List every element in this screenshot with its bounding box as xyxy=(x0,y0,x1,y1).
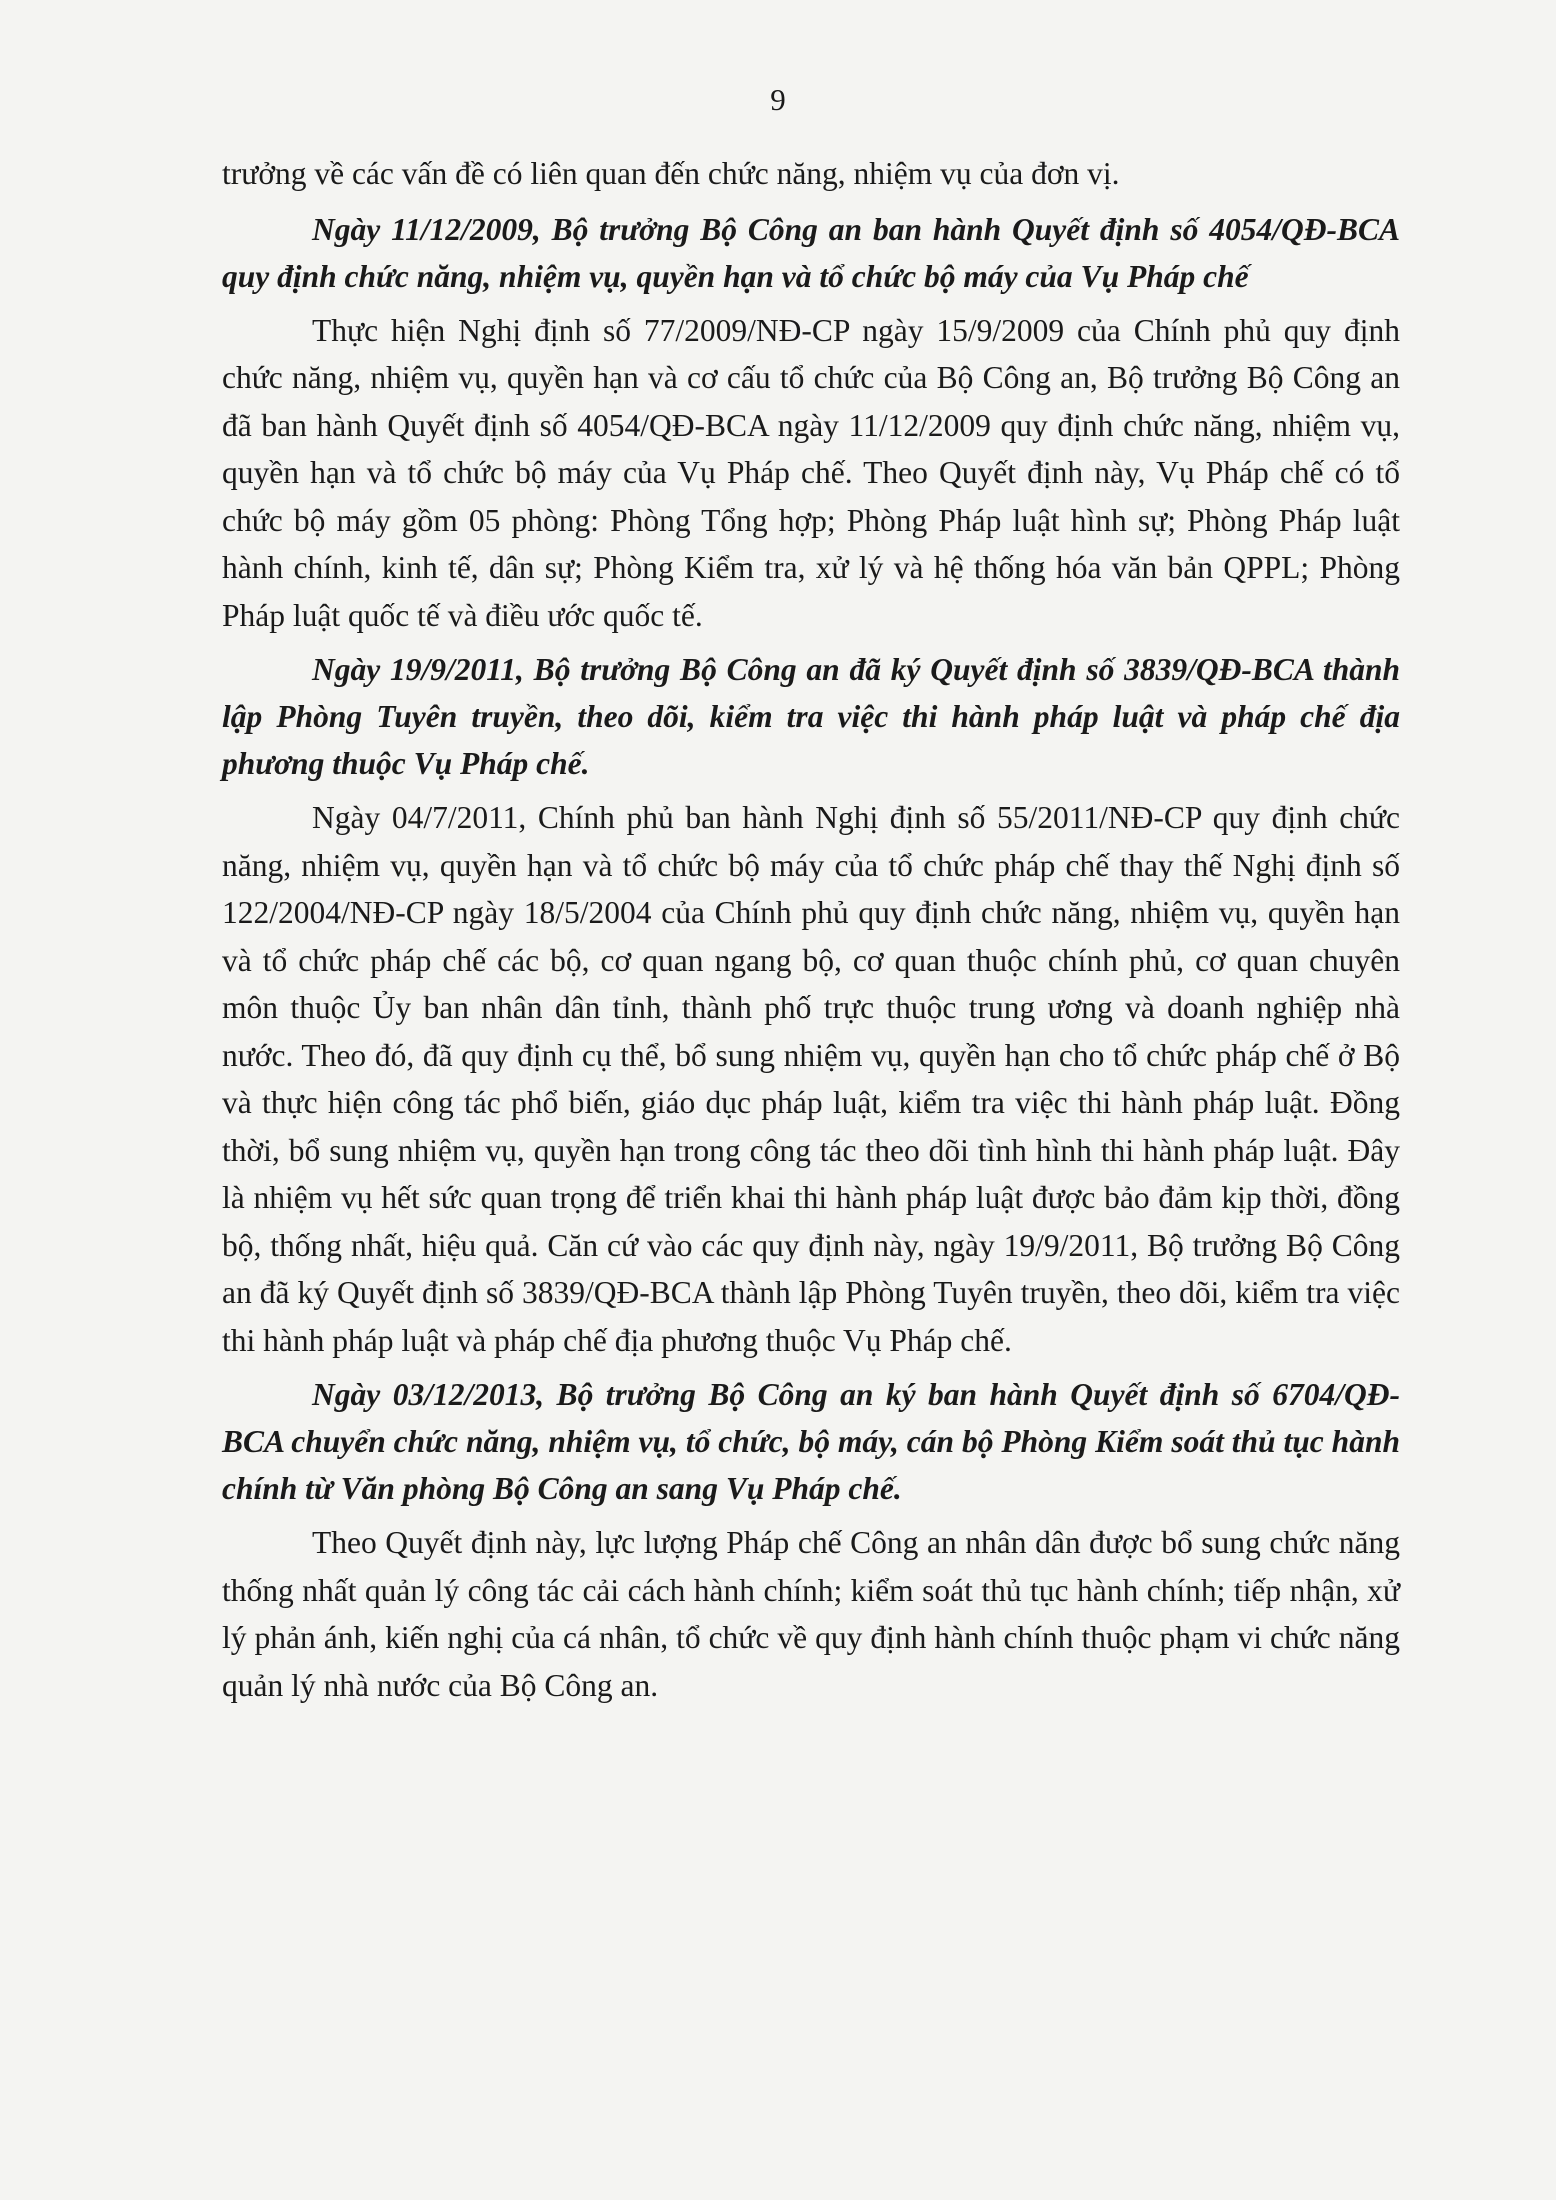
section-heading-3: Ngày 03/12/2013, Bộ trưởng Bộ Công an ký ban hành Quyết định số 6704/QĐ-BCA chuyển chức năng, nhiệm vụ, tổ chức, bộ máy, cán bộ Phòng Kiểm soát thủ tục hành chính từ Văn phòng Bộ Công an sang Vụ Pháp chế. xyxy=(222,1377,1400,1506)
intro-paragraph: trưởng về các vấn đề có liên quan đến chức năng, nhiệm vụ của đơn vị. xyxy=(222,156,1120,191)
section-body-1: Thực hiện Nghị định số 77/2009/NĐ-CP ngày 15/9/2009 của Chính phủ quy định chức năng, nhiệm vụ, quyền hạn và cơ cấu tổ chức của Bộ Công an, Bộ trưởng Bộ Công an đã ban hành Quyết định số 4054/QĐ-BCA ngày 11/12/2009 quy định chức năng, nhiệm vụ, quyền hạn và tổ chức bộ máy của Vụ Pháp chế. Theo Quyết định này, Vụ Pháp chế có tổ chức bộ máy gồm 05 phòng: Phòng Tổng hợp; Phòng Pháp luật hình sự; Phòng Pháp luật hành chính, kinh tế, dân sự; Phòng Kiểm tra, xử lý và hệ thống hóa văn bản QPPL; Phòng Pháp luật quốc tế và điều ước quốc tế. xyxy=(222,312,1400,633)
section-body-2: Ngày 04/7/2011, Chính phủ ban hành Nghị định số 55/2011/NĐ-CP quy định chức năng, nhiệm vụ, quyền hạn và tổ chức bộ máy của tổ chức pháp chế thay thế Nghị định số 122/2004/NĐ-CP ngày 18/5/2004 của Chính phủ quy định chức năng, nhiệm vụ, quyền hạn và tổ chức pháp chế các bộ, cơ quan ngang bộ, cơ quan thuộc chính phủ, cơ quan chuyên môn thuộc Ủy ban nhân dân tỉnh, thành phố trực thuộc trung ương và doanh nghiệp nhà nước. Theo đó, đã quy định cụ thể, bổ sung nhiệm vụ, quyền hạn cho tổ chức pháp chế ở Bộ và thực hiện công tác phổ biến, giáo dục pháp luật, kiểm tra việc thi hành pháp luật. Đồng thời, bổ sung nhiệm vụ, quyền hạn trong công tác theo dõi tình hình thi hành pháp luật. Đây là nhiệm vụ hết sức quan trọng để triển khai thi hành pháp luật được bảo đảm kịp thời, đồng bộ, thống nhất, hiệu quả. Căn cứ vào các quy định này, ngày 19/9/2011, Bộ trưởng Bộ Công an đã ký Quyết định số 3839/QĐ-BCA thành lập Phòng Tuyên truyền, theo dõi, kiểm tra việc thi hành pháp luật và pháp chế địa phương thuộc Vụ Pháp chế. xyxy=(222,800,1400,1358)
section-heading-1: Ngày 11/12/2009, Bộ trưởng Bộ Công an ban hành Quyết định số 4054/QĐ-BCA quy định chức năng, nhiệm vụ, quyền hạn và tổ chức bộ máy của Vụ Pháp chế xyxy=(222,211,1400,294)
section-body-3: Theo Quyết định này, lực lượng Pháp chế Công an nhân dân được bổ sung chức năng thống nhất quản lý công tác cải cách hành chính; kiểm soát thủ tục hành chính; tiếp nhận, xử lý phản ánh, kiến nghị của cá nhân, tổ chức về quy định hành chính thuộc phạm vi chức năng quản lý nhà nước của Bộ Công an. xyxy=(222,1525,1400,1703)
document-body xyxy=(222,150,1400,1709)
page-number: 9 xyxy=(770,82,786,117)
section-heading-2: Ngày 19/9/2011, Bộ trưởng Bộ Công an đã ký Quyết định số 3839/QĐ-BCA thành lập Phòng Tuyên truyền, theo dõi, kiểm tra việc thi hành pháp luật và pháp chế địa phương thuộc Vụ Pháp chế. xyxy=(222,652,1400,781)
